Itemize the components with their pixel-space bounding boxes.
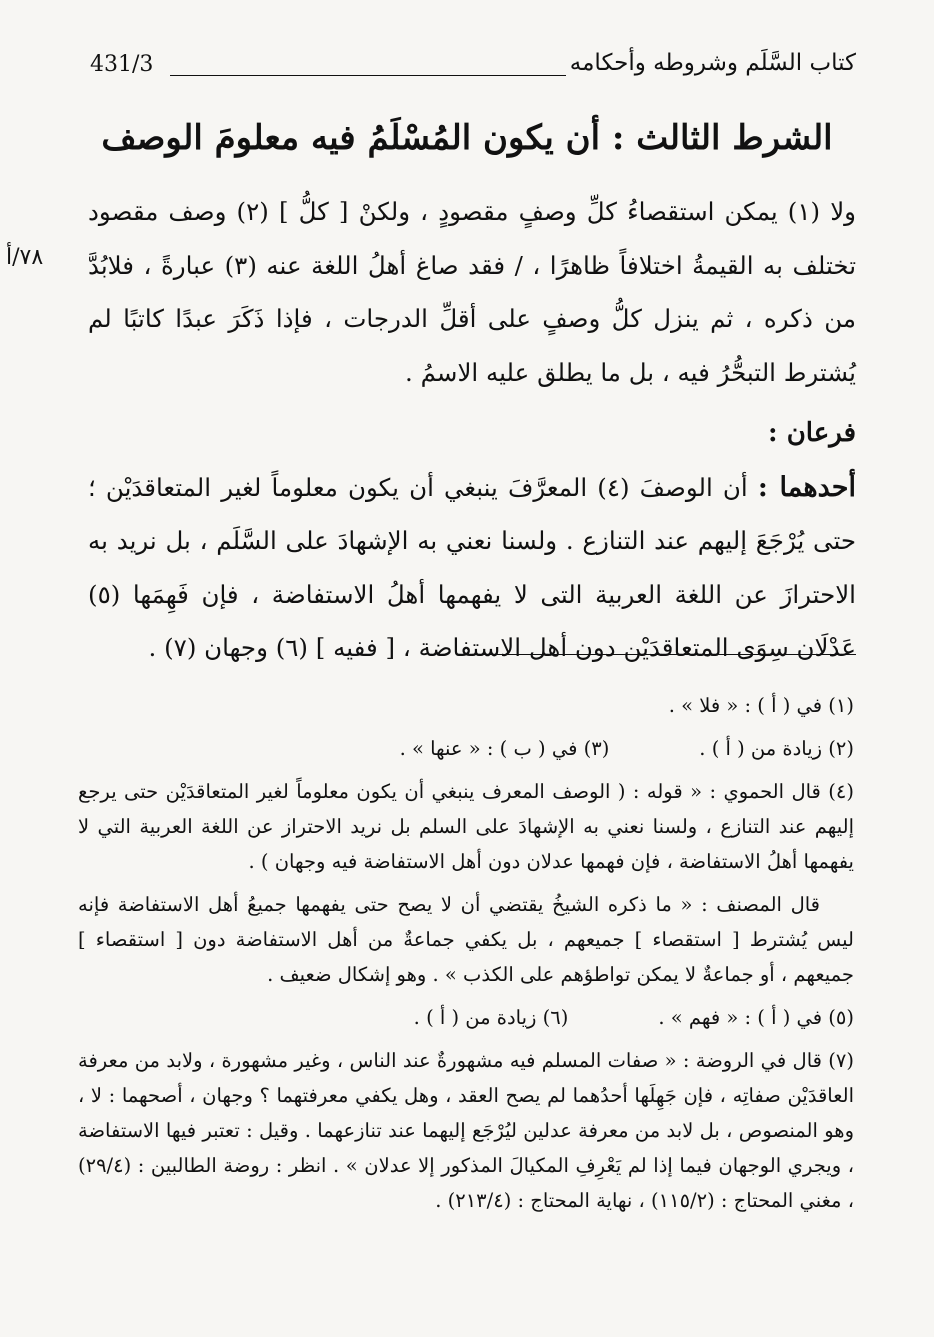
book-title: كتاب السَّلَم وشروطه وأحكامه <box>569 50 856 76</box>
first-branch-label: أحدهما : <box>757 471 856 503</box>
footnotes <box>78 688 854 1226</box>
footnote-4-continued: قال المصنف : « ما ذكره الشيخُ يقتضي أن لا يصح حتى يفهمها جميعُ أهل الاستفاضة فإنه ليس يُشترط [ استقصاء ] جميعهم ، بل يكفي جماعةٌ من أهل الاستفاضة دون [ استقصاء ] جميعهم ، أو جماعةٌ لا يمكن تواطؤهم على الكذب » . وهو إشكال ضعيف . <box>78 893 854 986</box>
footnote-3: (٣) في ( ب ) : « عنها » . <box>399 737 610 760</box>
paragraph-first-branch <box>88 461 856 675</box>
running-header <box>90 52 856 92</box>
footnote-row-2-3 <box>78 731 854 766</box>
footnote-row-5-6 <box>78 1000 854 1035</box>
footnote-4: (٤) قال الحموي : « قوله : ( الوصف المعرف ينبغي أن يكون معلوماً لغير المتعاقدَيْن حتى يرجع إليهم عند التنازع ، ولسنا نعني به الإشهادَ على السلم بل نريد الاحتراز عن اللغة العربية التي لا يفهمها أهلُ الاستفاضة ، فإن فهمها عدلان دون أهل الاستفاضة فيه وجهان ) . <box>78 780 854 873</box>
manuscript-folio-marker: ٧٨/أ <box>6 245 44 270</box>
footnote-5: (٥) في ( أ ) : « فهم » . <box>658 1006 854 1029</box>
footnote-separator <box>478 654 856 655</box>
footnote-1: (١) في ( أ ) : « فلا » . <box>668 694 854 717</box>
footnote-7: (٧) قال في الروضة : « صفات المسلم فيه مشهورةٌ عند الناس ، وغير مشهورة ، ولابد من معرفة العاقدَيْن صفاتِه ، فإن جَهِلَها أحدُهما لم يصح العقد ، وهل يكفي معرفتهما ؟ وجهان ، أصحهما : لا ، وهو المنصوص ، بل لابد من معرفة عدلين ليُرْجَع إليهما عند تنازعهما . وقيل : تعتبر فيها الاستفاضة ، ويجري الوجهان فيما إذا لم يَعْرِفِ المكيالَ المذكور إلا عدلان » . انظر : روضة الطالبين : (٢٩/٤) ، مغني المحتاج : (١١٥/٢) ، نهاية المحتاج : (٢١٣/٤) . <box>78 1049 854 1212</box>
main-text <box>88 185 856 675</box>
footnote-6: (٦) زيادة من ( أ ) . <box>413 1006 569 1029</box>
page-number: 431/3 <box>90 52 154 77</box>
first-branch-text: أن الوصفَ (٤) المعرَّفَ ينبغي أن يكون معلوماً لغير المتعاقدَيْن ؛ حتى يُرْجَعَ إليهم عند التنازع . ولسنا نعني به الإشهادَ على السَّلَم ، بل نريد به الاحترازَ عن اللغة العربية التى لا يفهمها أهلُ الاستفاضة ، فإن فَهِمَها (٥) عَدْلَان سِوَى المتعاقدَيْن دون أهل الاستفاضة ، [ ففيه ] (٦) وجهان (٧) . <box>88 472 856 662</box>
section-heading: الشرط الثالث : أن يكون المُسْلَمُ فيه معلومَ الوصف <box>101 118 833 158</box>
footnote-2: (٢) زيادة من ( أ ) . <box>699 737 854 760</box>
paragraph-intro: ولا (١) يمكن استقصاءُ كلِّ وصفٍ مقصودٍ ، ولكنْ [ كلُّ ] (٢) وصف مقصود تختلف به القيمةُ اختلافاً ظاهرًا ، / فقد صاغ أهلُ اللغة عنه (٣) عبارةً ، فلابُدَّ من ذكره ، ثم ينزل كلُّ وصفٍ على أقلِّ الدرجات ، فإذا ذَكَرَ عبدًا كاتبًا لم يُشترط التبحُّرُ فيه ، بل ما يطلق عليه الاسمُ . <box>88 197 857 387</box>
header-rule <box>170 75 566 76</box>
branches-heading: فرعان : <box>768 418 856 448</box>
